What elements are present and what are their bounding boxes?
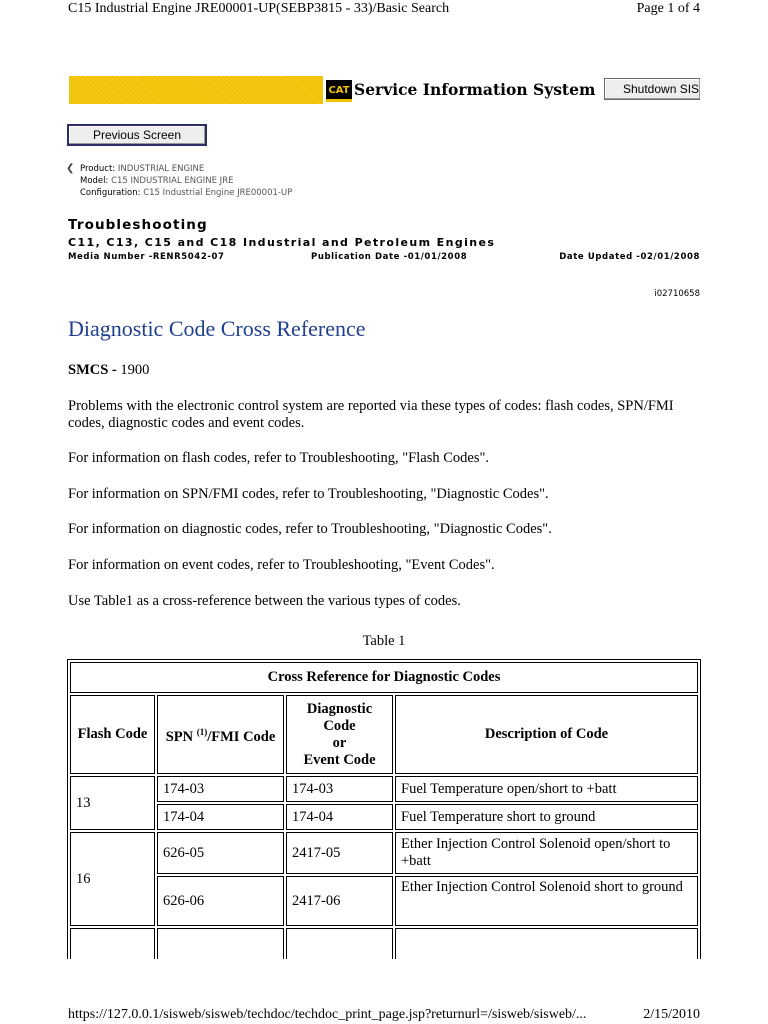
flash-code-cell	[70, 928, 155, 959]
table-heading-row	[70, 662, 698, 693]
product-label: Product:	[80, 164, 116, 174]
configuration-info-line	[80, 187, 292, 199]
spn-fmi-cell: 626-06	[157, 876, 284, 926]
column-header-spn-fmi-code	[157, 695, 284, 774]
print-header-page-number: Page 1 of 4	[636, 1, 700, 16]
diagnostic-code-cell: 2417-06	[286, 876, 393, 926]
smcs-label: SMCS -	[68, 362, 117, 378]
table-row	[70, 804, 698, 830]
document-section-title: Troubleshooting	[68, 217, 208, 233]
paragraph-table-reference: Use Table1 as a cross-reference between the various types of codes.	[68, 593, 461, 609]
previous-screen-button[interactable]: Previous Screen	[67, 124, 207, 146]
description-cell: Ether Injection Control Solenoid open/short to +batt	[395, 832, 698, 874]
diagnostic-code-cell: 174-04	[286, 804, 393, 830]
product-value: INDUSTRIAL ENGINE	[117, 164, 205, 174]
model-label: Model:	[80, 176, 109, 186]
table-header-row	[70, 695, 698, 774]
smcs-value: 1900	[120, 362, 150, 378]
column-header-description: Description of Code	[395, 695, 698, 774]
diagnostic-code-cell	[286, 928, 393, 959]
column-header-flash-code: Flash Code	[70, 695, 155, 774]
diag-header-line1: Diagnostic	[306, 700, 373, 717]
paragraph-spn-fmi-codes: For information on SPN/FMI codes, refer to Troubleshooting, "Diagnostic Codes".	[68, 486, 549, 502]
footnote-marker: (1)	[196, 726, 208, 737]
flash-code-cell: 13	[70, 776, 155, 830]
table-heading: Cross Reference for Diagnostic Codes	[70, 662, 698, 693]
flash-code-cell: 16	[70, 832, 155, 926]
model-info-line	[80, 175, 233, 187]
print-footer-url: https://127.0.0.1/sisweb/sisweb/techdoc/techdoc_print_page.jsp?returnurl=/sisweb/sisweb/...	[68, 1007, 587, 1022]
publication-date: Publication Date -01/01/2008	[311, 252, 468, 262]
date-updated: Date Updated -02/01/2008	[559, 252, 700, 262]
description-cell: Fuel Temperature short to ground	[395, 804, 698, 830]
document-id: i02710658	[654, 289, 700, 299]
page-title: Diagnostic Code Cross Reference	[68, 316, 366, 341]
column-header-diagnostic-code	[286, 695, 393, 774]
description-cell: Fuel Temperature open/short to +batt	[395, 776, 698, 802]
diagnostic-code-cell: 2417-05	[286, 832, 393, 874]
product-info-line	[80, 163, 204, 175]
model-value: C15 INDUSTRIAL ENGINE JRE	[111, 176, 234, 186]
print-header-title: C15 Industrial Engine JRE00001-UP(SEBP3815 - 33)/Basic Search	[68, 1, 450, 16]
shutdown-sis-button[interactable]: Shutdown SIS	[604, 78, 700, 100]
configuration-label: Configuration:	[80, 188, 141, 198]
paragraph-diagnostic-codes: For information on diagnostic codes, refer to Troubleshooting, "Diagnostic Codes".	[68, 521, 552, 537]
paragraph-event-codes: For information on event codes, refer to Troubleshooting, "Event Codes".	[68, 557, 495, 573]
cat-logo-icon: CAT	[326, 80, 352, 102]
description-cell	[395, 928, 698, 959]
description-cell: Ether Injection Control Solenoid short to ground	[395, 876, 698, 926]
spn-fmi-cell: 174-04	[157, 804, 284, 830]
table-row	[70, 832, 698, 874]
paragraph-flash-codes: For information on flash codes, refer to Troubleshooting, "Flash Codes".	[68, 450, 490, 466]
smcs-code	[68, 362, 149, 379]
table-row-cut-off	[70, 928, 698, 959]
sis-title: Service Information System	[354, 80, 596, 99]
spn-fmi-cell: 174-03	[157, 776, 284, 802]
spn-fmi-cell: 626-05	[157, 832, 284, 874]
document-subtitle: C11, C13, C15 and C18 Industrial and Petroleum Engines	[68, 236, 496, 249]
diagnostic-code-cell: 174-03	[286, 776, 393, 802]
configuration-value: C15 Industrial Engine JRE00001-UP	[143, 188, 293, 198]
spn-fmi-cell	[157, 928, 284, 959]
table-caption: Table 1	[362, 633, 406, 649]
table-row	[70, 776, 698, 802]
paragraph-intro: Problems with the electronic control system are reported via these types of codes: flash codes, SPN/FMI codes, diagnostic codes and event codes.	[68, 398, 674, 431]
media-number: Media Number -RENR5042-07	[68, 252, 225, 262]
print-footer-date: 2/15/2010	[643, 1007, 700, 1022]
spn-label: SPN	[165, 728, 197, 745]
back-arrow-icon[interactable]: ❮	[66, 163, 75, 174]
fmi-label: /FMI Code	[207, 728, 276, 745]
diag-header-line2: Code	[323, 717, 356, 734]
table-row	[70, 876, 698, 926]
table-container	[67, 659, 701, 959]
diag-header-line4: Event Code	[303, 751, 376, 768]
cross-reference-table	[67, 659, 701, 959]
diag-header-line3: or	[332, 734, 347, 751]
